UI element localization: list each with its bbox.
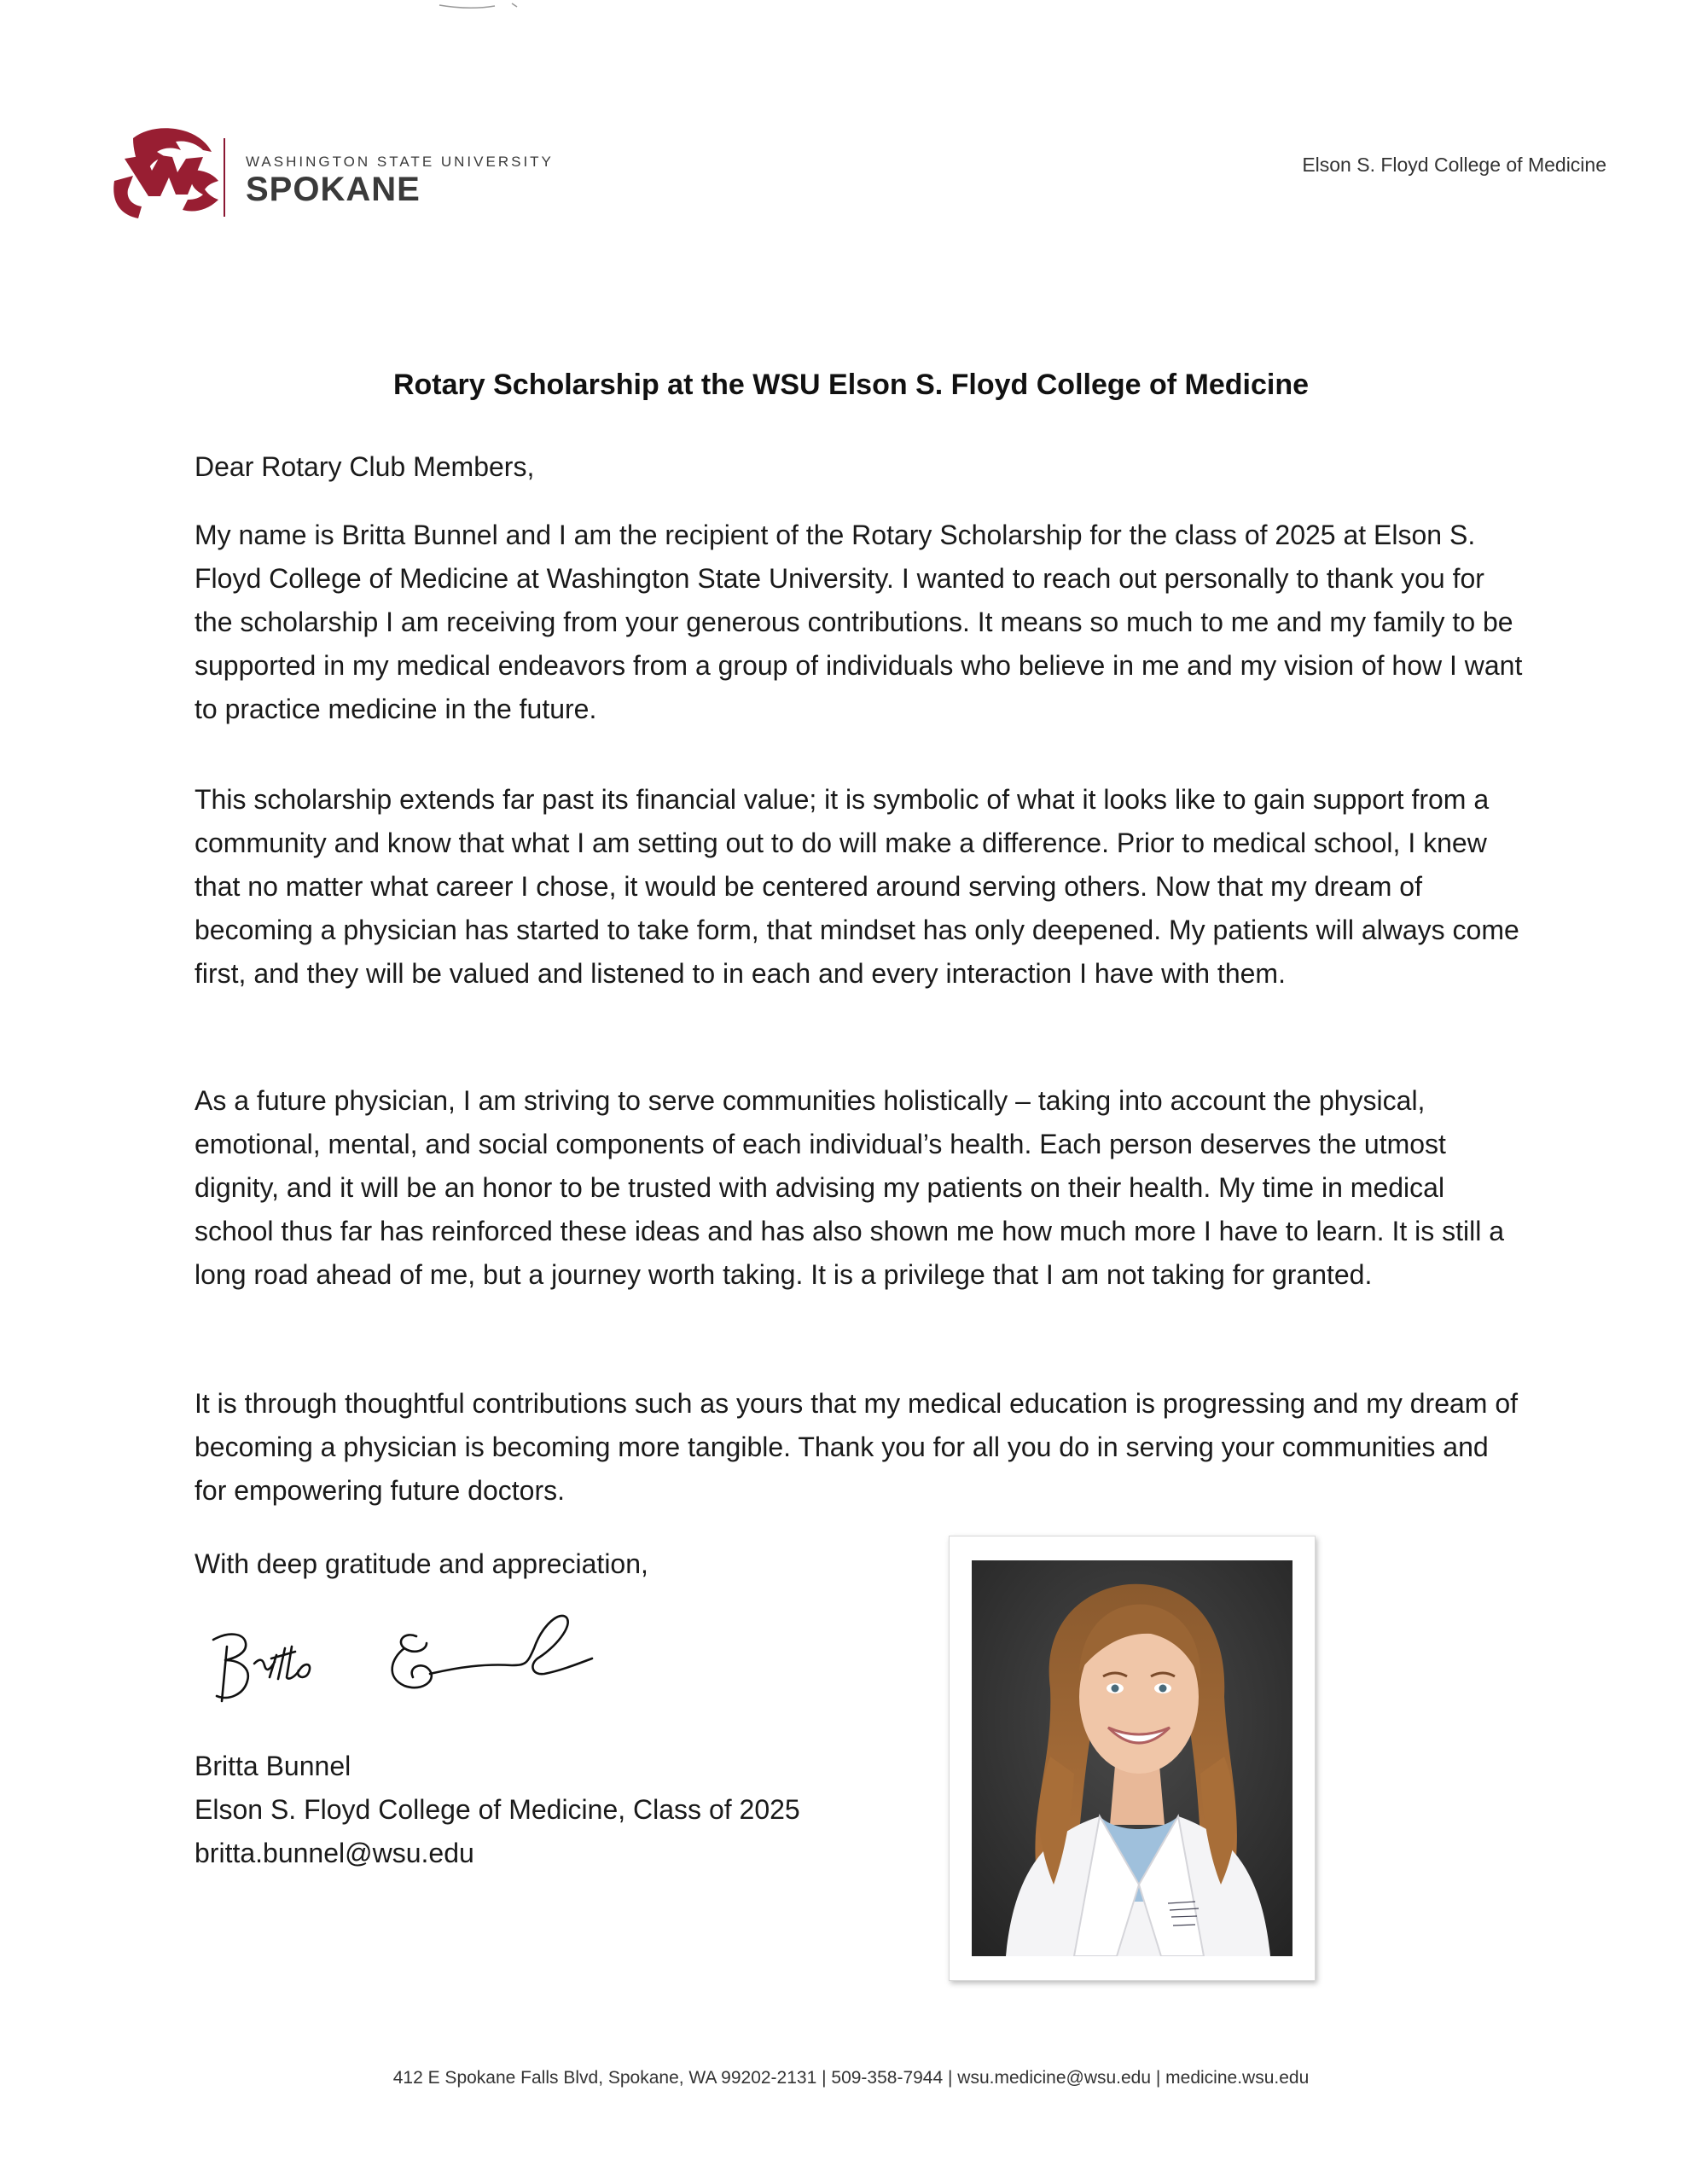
handwritten-signature [203, 1595, 604, 1732]
body-paragraph: My name is Britta Bunnel and I am the recipient of the Rotary Scholarship for the class of 2025 at Elson S. Floyd College of Medicine at Washington State University. I wanted to reach out personally to thank you for the scholarship I am receiving from your generous contributions. It means so much to me and my family to be supported in my medical endeavors from a group of individuals who believe in me and my vision of how I want to practice medicine in the future. [195, 520, 1523, 724]
salutation: Dear Rotary Club Members, [195, 451, 535, 482]
signer-title: Elson S. Floyd College of Medicine, Class of 2025 [195, 1794, 800, 1825]
campus-name: SPOKANE [246, 171, 421, 208]
university-name: WASHINGTON STATE UNIVERSITY [246, 154, 554, 170]
wsu-cougar-logo-icon [107, 121, 227, 224]
student-portrait-photo [972, 1560, 1292, 1956]
footer-contact: 412 E Spokane Falls Blvd, Spokane, WA 99202-2131 | 509-358-7944 | wsu.medicine@wsu.edu | medicine.wsu.edu [392, 2068, 1310, 2088]
letter-title: Rotary Scholarship at the WSU Elson S. Floyd College of Medicine [392, 369, 1310, 401]
letterhead-divider [224, 138, 225, 217]
scan-artifact [435, 0, 572, 12]
body-paragraph: It is through thoughtful contributions such as yours that my medical education is progressing and my dream of becoming a physician is becoming more tangible. Thank you for all you do in serving your communities and for empowering future doctors. [195, 1388, 1519, 1506]
signer-email[interactable]: britta.bunnel@wsu.edu [195, 1838, 474, 1868]
college-name-header: Elson S. Floyd College of Medicine [1302, 154, 1606, 176]
signer-name: Britta Bunnel [195, 1751, 351, 1781]
closing-line: With deep gratitude and appreciation, [195, 1548, 648, 1579]
body-paragraph: This scholarship extends far past its financial value; it is symbolic of what it looks like to gain support from a community and know that what I am setting out to do will make a difference. Prior to medical school, I knew that no matter what career I chose, it would be centered around serving others. Now that my dream of becoming a physician has started to take form, that mindset has only deepened. My patients will always come first, and they will be valued and listened to in each and every interaction I have with them. [195, 784, 1519, 989]
portrait-photo-frame [949, 1536, 1316, 1981]
body-paragraph: As a future physician, I am striving to serve communities holistically – taking into account the physical, emotional, mental, and social components of each individual’s health. Each person deserves the utmost dignity, and it will be an honor to be trusted with advising my patients on their health. My time in medical school thus far has reinforced these ideas and has also shown me how much more I have to learn. It is still a long road ahead of me, but a journey worth taking. It is a privilege that I am not taking for granted. [195, 1085, 1505, 1290]
